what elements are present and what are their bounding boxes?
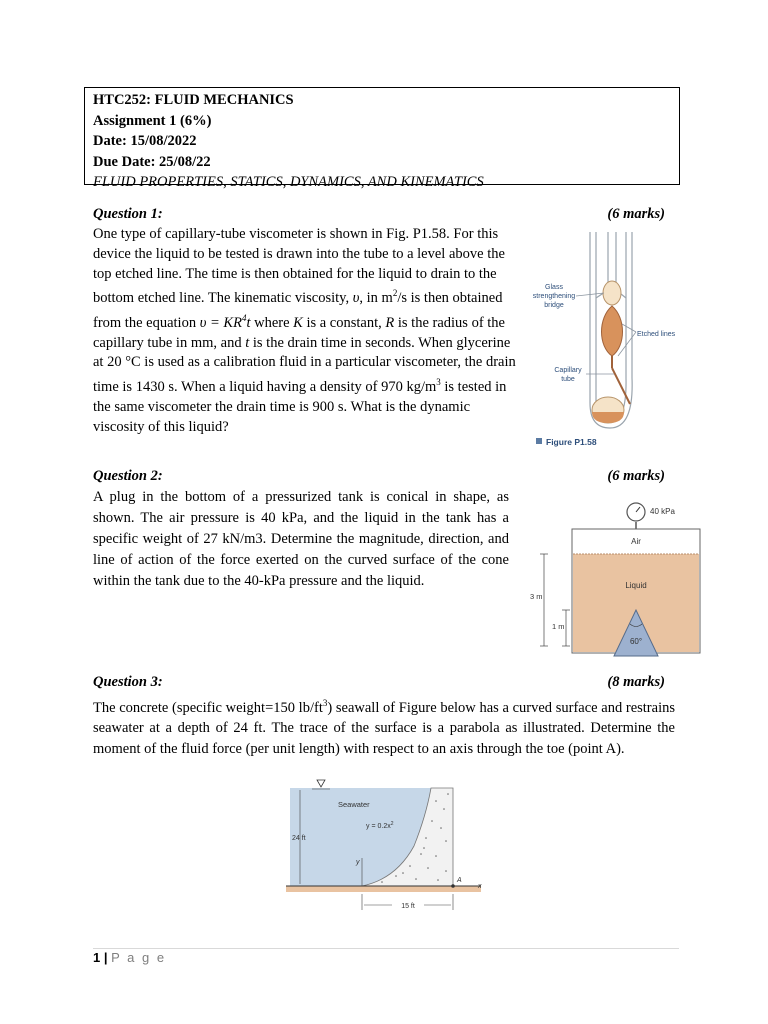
toe-point-label: A (457, 877, 462, 884)
figure-caption: Figure P1.58 (546, 437, 597, 447)
question-1-text: One type of capillary-tube viscometer is shown in Fig. P1.58. For this device the liquid to be tested is drawn into the tube to a level above the top etched line. The time is then obtained for the liquid to drain to the bottom etched line. The kinematic viscosity, υ, in $m^2/s$ is then obtained from the equation $\upsilon = KR^4t$ where K is a constant, R is the radius of the capillary tube in mm, and t is the drain time in seconds. When glycerine at 20 °C is used as a calibration fluid in a particular viscometer, the drain time is 1430 s. When a liquid having a density of 970 $kg/m^3$ is tested in the same viscometer the drain time is 900 s. What is the dynamic viscosity of this liquid? (93, 226, 516, 435)
capillary-label-1: Capillary (554, 367, 582, 374)
question-2-marks: (6 marks) (607, 468, 665, 484)
liquid-label: Liquid (625, 581, 647, 590)
tank-figure (526, 498, 706, 658)
page-number: 1 (93, 950, 101, 965)
question-1-title: Question 1: (93, 206, 163, 222)
gauge-pressure-label: 40 kPa (650, 507, 675, 516)
question-2-text: A plug in the bottom of a pressurized tank is conical in shape, as shown. The air pressure is 40 kPa, and the liquid in the tank has a specific weight of 27 kN/m3. Determine the magnitude, direction, and line of action of the force exerted on the curved surface of the cone within the tank due to the 40-kPa pressure and the liquid. (93, 489, 509, 589)
caption-square-icon (536, 438, 542, 444)
course-title: HTC252: FLUID MECHANICS (93, 92, 294, 108)
viscometer-figure (530, 228, 690, 450)
glass-bridge-label-2: strengthening (532, 293, 576, 300)
page-footer (93, 948, 679, 965)
glass-bridge-label-1: Glass (545, 284, 563, 291)
seawall-figure (286, 776, 486, 916)
issue-date: Date: 15/08/2022 (93, 133, 197, 149)
viscosity-equation: $\upsilon = KR^4t$ (199, 313, 251, 331)
y-axis-label: y (356, 859, 360, 866)
capillary-label-2: tube (561, 376, 575, 383)
width-label: 15 ft (401, 903, 415, 910)
question-3-marks: (8 marks) (607, 674, 665, 690)
due-date: Due Date: 25/08/22 (93, 153, 211, 170)
cone-angle-label: 60° (629, 637, 643, 646)
water-level-icon (317, 780, 325, 787)
toe-point-marker (451, 884, 455, 888)
question-1-marks: (6 marks) (607, 206, 665, 222)
assignment-header-box (84, 87, 680, 190)
depth-3m-label: 3 m (530, 592, 543, 601)
page-label: P a g e (111, 950, 167, 965)
reservoir-liquid (592, 412, 624, 423)
question-2-title: Question 2: (93, 468, 163, 484)
top-bulb (603, 281, 621, 305)
parabola-equation: $y = 0.2x^2$ (366, 821, 394, 830)
glass-bridge-label-3: bridge (544, 302, 564, 309)
measuring-bulb (602, 306, 623, 356)
dimension-lines (540, 554, 570, 646)
question-3-title: Question 3: (93, 674, 163, 690)
seawater-label: Seawater (338, 800, 370, 809)
question-2-heading (93, 468, 665, 485)
question-3-heading (93, 674, 665, 691)
depth-label: 24 ft (292, 835, 306, 842)
air-label: Air (631, 537, 641, 546)
depth-1m-label: 1 m (552, 622, 565, 631)
page-separator: | (103, 950, 108, 965)
etched-lines-label: Etched lines (637, 331, 676, 338)
question-1-heading (93, 206, 665, 223)
question-3-text: The concrete (specific weight=150 $lb/ft^3$) seawall of Figure below has a curved surface and restrains seawater at a depth of 24 ft. The trace of the surface is a parabola as illustrated. Determine the moment of the fluid force (per unit length) with respect to an axis through the toe (point A). (93, 698, 675, 757)
x-axis-label: x (478, 883, 482, 890)
assignment-label: Assignment 1 (6%) (93, 112, 212, 129)
assignment-topics: FLUID PROPERTIES, STATICS, DYNAMICS, AND KINEMATICS (93, 174, 484, 190)
